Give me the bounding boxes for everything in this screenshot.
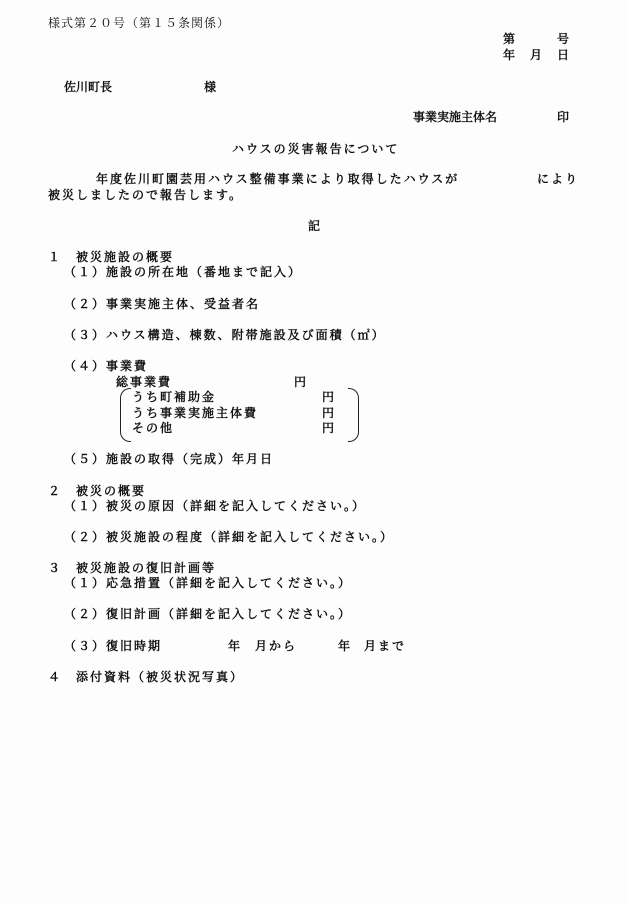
section2-item1: （１）被災の原因（詳細を記入してください。） — [64, 499, 367, 513]
body-line2: 被災しましたので報告します。 — [48, 188, 244, 202]
recovery-to-month: 月まで — [364, 639, 407, 653]
cost-total-unit: 円 — [294, 375, 307, 389]
form-number: 様式第２０号（第１５条関係） — [48, 16, 231, 30]
section2-heading: ２ 被災の概要 — [48, 484, 147, 498]
seal-mark: 印 — [557, 110, 570, 124]
sender-label: 事業実施主体名 — [413, 110, 498, 124]
document-title: ハウスの災害報告について — [232, 142, 400, 156]
date-month: 月 — [530, 48, 543, 62]
doc-number-suffix: 号 — [557, 32, 570, 46]
cost-total-label: 総事業費 — [116, 375, 173, 389]
section1-item2: （２）事業実施主体、受益者名 — [64, 297, 261, 311]
section3-heading: ３ 被災施設の復旧計画等 — [48, 561, 217, 575]
section3-item1: （１）応急措置（詳細を記入してください。） — [64, 576, 353, 590]
section1-item5: （５）施設の取得（完成）年月日 — [64, 452, 275, 466]
cost-bracket-right — [348, 388, 359, 442]
doc-number-prefix: 第 — [503, 32, 516, 46]
cost-row-label: うち事業実施主体費 — [132, 406, 259, 420]
section1-item4: （４）事業費 — [64, 359, 149, 373]
section4-heading: ４ 添付資料（被災状況写真） — [48, 670, 245, 684]
date-day: 日 — [557, 48, 570, 62]
section1-item3: （３）ハウス構造、棟数、附帯施設及び面積（㎡） — [64, 328, 386, 342]
cost-row-unit: 円 — [322, 390, 335, 404]
recovery-from-month: 月から — [255, 639, 298, 653]
section3-item2: （２）復旧計画（詳細を記入してください。） — [64, 607, 353, 621]
cost-bracket-left — [120, 388, 131, 442]
recovery-from-year: 年 — [228, 639, 241, 653]
section1-heading: １ 被災施設の概要 — [48, 250, 175, 264]
cost-row-unit: 円 — [322, 406, 335, 420]
addressee-name: 佐川町長 — [64, 80, 113, 94]
section3-item3-label: （３）復旧時期 — [64, 639, 163, 653]
date-year: 年 — [503, 48, 516, 62]
body-line1-end: により — [537, 172, 580, 186]
recovery-to-year: 年 — [338, 639, 351, 653]
cost-row-label: その他 — [132, 421, 175, 435]
addressee-honorific: 様 — [204, 80, 217, 94]
section2-item2: （２）被災施設の程度（詳細を記入してください。） — [64, 530, 395, 544]
cost-row-unit: 円 — [322, 421, 335, 435]
section1-item1: （１）施設の所在地（番地まで記入） — [64, 265, 303, 279]
ki-heading: 記 — [308, 219, 321, 233]
body-line1-start: 年度佐川町園芸用ハウス整備事業により取得したハウスが — [96, 172, 460, 186]
cost-row-label: うち町補助金 — [132, 390, 217, 404]
